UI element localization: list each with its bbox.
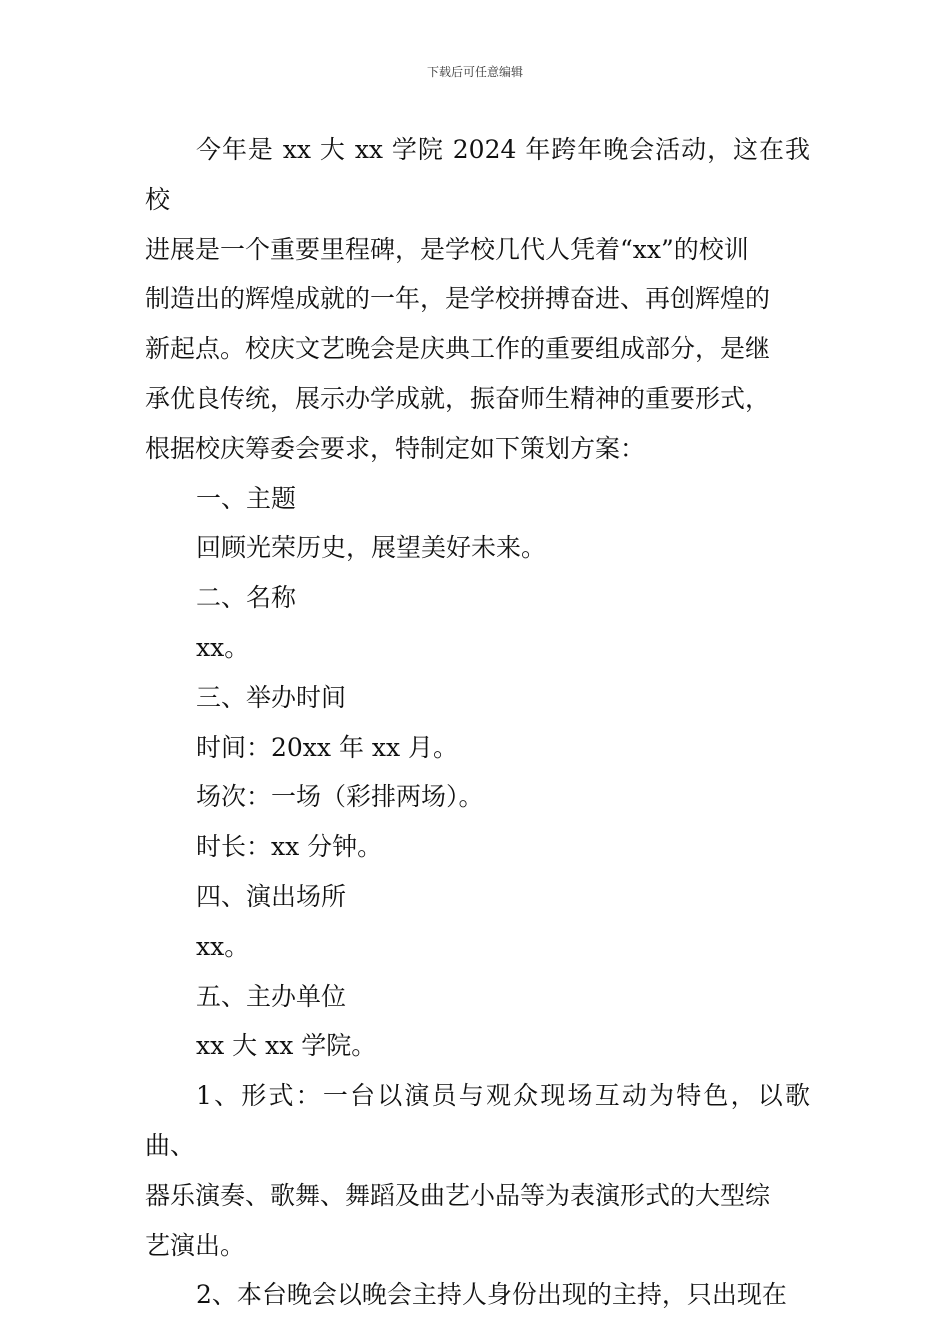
document-body [145, 125, 810, 1320]
section-heading-theme: 一、主题 [196, 483, 297, 513]
intro-line: 制造出的辉煌成就的一年，是学校拼搏奋进、再创辉煌的 [145, 284, 771, 314]
section-text-venue: xx。 [196, 931, 250, 961]
section-text-organizer: xx 大 xx 学院。 [196, 1031, 377, 1061]
section-heading-time: 三、举办时间 [196, 682, 347, 712]
section-text-time-date: 时间：20xx 年 xx 月。 [196, 732, 459, 762]
section-text-theme: 回顾光荣历史，展望美好未来。 [196, 533, 547, 563]
section-heading-organizer: 五、主办单位 [196, 981, 347, 1011]
point-2-paragraph [145, 1270, 810, 1320]
point-1-line: 艺演出。 [145, 1230, 246, 1260]
intro-line: 根据校庆筹委会要求，特制定如下策划方案： [145, 433, 646, 463]
intro-line: 进展是一个重要里程碑，是学校几代人凭着“xx”的校训 [145, 234, 749, 264]
point-1-line: 1、形式：一台以演员与观众现场互动为特色，以歌曲、 [145, 1081, 810, 1160]
intro-paragraph [145, 125, 810, 474]
section-text-name: xx。 [196, 632, 250, 662]
intro-line: 新起点。校庆文艺晚会是庆典工作的重要组成部分，是继 [145, 334, 771, 364]
section-heading-name: 二、名称 [196, 583, 297, 613]
point-2-line: 2、本台晚会以晚会主持人身份出现的主持，只出现在 [196, 1280, 787, 1310]
point-1-line: 器乐演奏、歌舞、舞蹈及曲艺小品等为表演形式的大型综 [145, 1180, 771, 1210]
intro-line: 今年是 xx 大 xx 学院 2024 年跨年晚会活动，这在我校 [145, 135, 810, 214]
point-1-paragraph [145, 1071, 810, 1270]
section-text-time-sessions: 场次：一场（彩排两场）。 [196, 782, 484, 812]
section-text-time-duration: 时长：xx 分钟。 [196, 832, 383, 862]
page-header-note: 下载后可任意编辑 [426, 65, 523, 79]
intro-line: 承优良传统，展示办学成就，振奋师生精神的重要形式， [145, 383, 771, 413]
section-heading-venue: 四、演出场所 [196, 881, 347, 911]
